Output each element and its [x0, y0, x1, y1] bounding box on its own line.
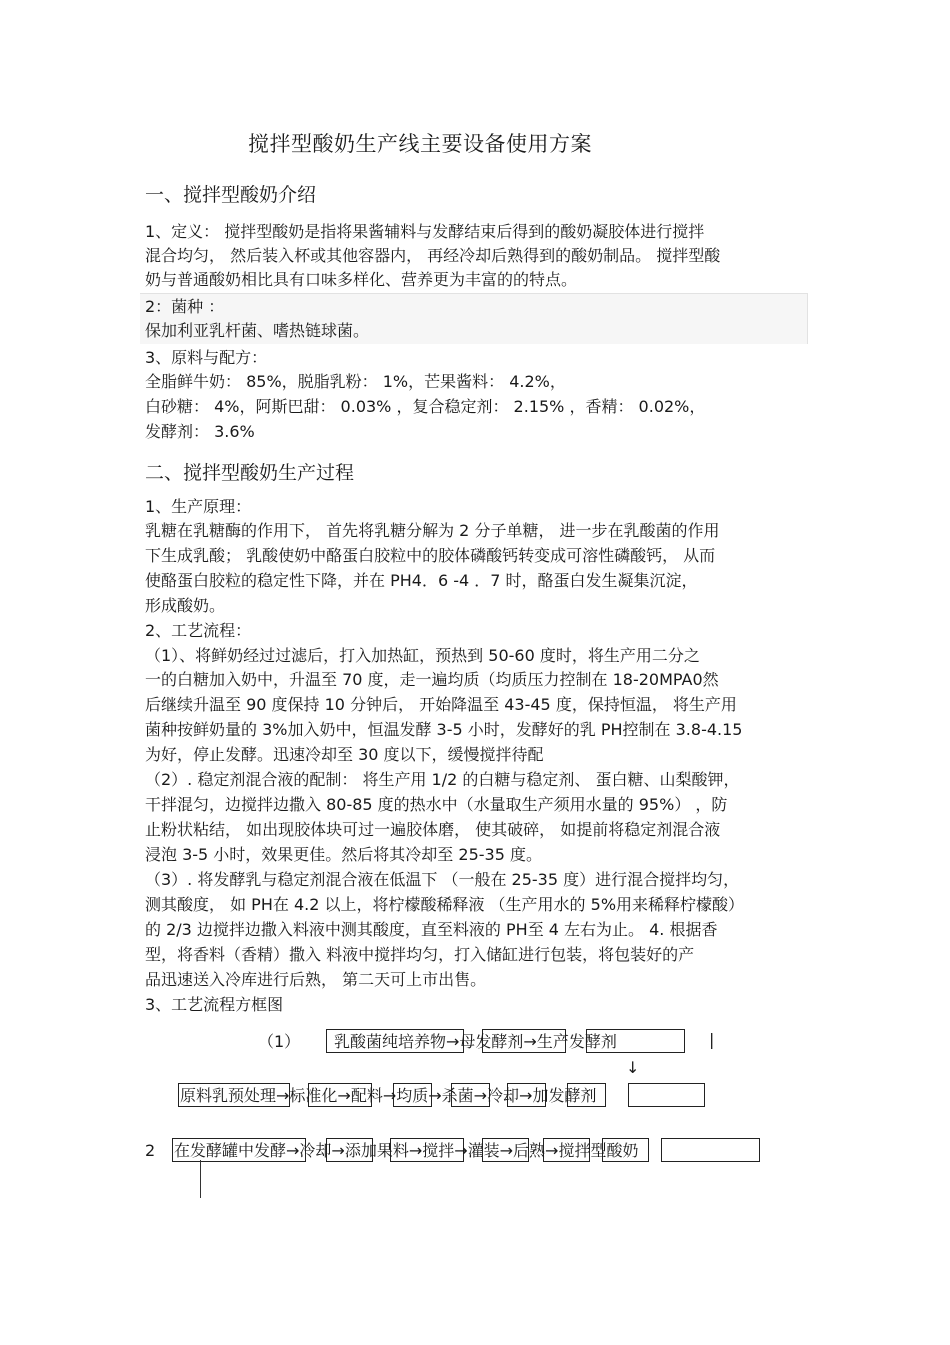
formula-line: 全脂鲜牛奶： 85%，脱脂乳粉： 1%，芒果酱料： 4.2%，	[145, 372, 566, 391]
definition-line: 混合均匀， 然后装入杯或其他容器内， 再经冷却后熟得到的酸奶制品。 搅拌型酸	[145, 246, 721, 265]
flow-row3-text: 在发酵罐中发酵→冷却→添加果料→搅拌→灌装→后熟→搅拌型酸奶	[174, 1141, 639, 1160]
flow-row1-text: 乳酸菌纯培养物→母发酵剂→生产发酵剂	[334, 1032, 617, 1051]
body-line: 后继续升温至 90 度保持 10 分钟后， 开始降温至 43-45 度，保持恒温， 将生产用	[145, 695, 737, 714]
flow-box	[628, 1083, 705, 1107]
flow-row1-mark: |	[709, 1030, 715, 1049]
body-line: （3）. 将发酵乳与稳定剂混合液在低温下 （一般在 25-35 度）进行混合搅拌均匀，	[145, 870, 740, 889]
body-line: 止粉状粘结， 如出现胶体块可过一遍胶体磨， 使其破碎， 如提前将稳定剂混合液	[145, 820, 721, 839]
page-title: 搅拌型酸奶生产线主要设备使用方案	[248, 132, 592, 156]
body-line: 为好，停止发酵。迅速冷却至 30 度以下，缓慢搅拌待配	[145, 745, 544, 764]
flow-connector-line	[200, 1160, 201, 1198]
body-line: 型，将香料（香精）撒入 料液中搅拌均匀，打入储缸进行包装，将包装好的产	[145, 945, 695, 964]
down-arrow-icon: ↓	[626, 1058, 640, 1077]
body-line: （2）. 稳定剂混合液的配制： 将生产用 1/2 的白糖与稳定剂、 蛋白糖、山梨酸钾，	[145, 770, 740, 789]
body-line: 品迅速送入冷库进行后熟， 第二天可上市出售。	[145, 970, 487, 989]
body-line: 使酪蛋白胶粒的稳定性下降，并在 PH4．6 -4 ．7 时，酪蛋白发生凝集沉淀，	[145, 571, 698, 590]
section2-heading: 二、搅拌型酸奶生产过程	[145, 462, 355, 484]
flow-row1-label: （1）	[258, 1032, 301, 1051]
body-line: （1）、将鲜奶经过过滤后，打入加热缸，预热到 50-60 度时，将生产用二分之	[145, 646, 700, 665]
body-line: 浸泡 3-5 小时，效果更佳。然后将其冷却至 25-35 度。	[145, 845, 542, 864]
body-line: 干拌混匀，边搅拌边撒入 80-85 度的热水中（水量取生产须用水量的 95%） ，防	[145, 795, 728, 814]
definition-line: 1、定义： 搅拌型酸奶是指将果酱辅料与发酵结束后得到的酸奶凝胶体进行搅拌	[145, 222, 705, 241]
flow-box	[661, 1138, 760, 1162]
body-line: 2、工艺流程：	[145, 621, 252, 640]
flow-row2-text: 原料乳预处理→标准化→配料→均质→杀菌→冷却→加发酵剂	[180, 1086, 597, 1105]
flowchart-caption: 3、工艺流程方框图	[145, 995, 284, 1014]
strain-line: 保加利亚乳杆菌、嗜热链球菌。	[145, 321, 370, 340]
body-line: 乳糖在乳糖酶的作用下， 首先将乳糖分解为 2 分子单糖， 进一步在乳酸菌的作用	[145, 521, 720, 540]
section1-heading: 一、搅拌型酸奶介绍	[145, 184, 317, 206]
body-line: 菌种按鲜奶量的 3%加入奶中，恒温发酵 3-5 小时，发酵好的乳 PH控制在 3.8-4.15	[145, 720, 743, 739]
body-line: 1、生产原理：	[145, 497, 252, 516]
body-line: 测其酸度， 如 PH在 4.2 以上，将柠檬酸稀释液 （生产用水的 5%用来稀释柠檬酸）	[145, 895, 745, 914]
formula-line: 发酵剂： 3.6%	[145, 422, 255, 441]
body-line: 形成酸奶。	[145, 596, 226, 615]
definition-line: 奶与普通酸奶相比具有口味多样化、营养更为丰富的的特点。	[145, 270, 578, 289]
formula-line: 白砂糖： 4%，阿斯巴甜： 0.03% ，复合稳定剂： 2.15% ，香精： 0.02%，	[145, 397, 706, 416]
body-line: 一的白糖加入奶中，升温至 70 度，走一遍均质（均质压力控制在 18-20MPA0然	[145, 670, 719, 689]
body-line: 下生成乳酸； 乳酸使奶中酪蛋白胶粒中的胶体磷酸钙转变成可溶性磷酸钙， 从而	[145, 546, 716, 565]
flow-row3-label: 2	[145, 1141, 156, 1160]
formula-line: 3、原料与配方：	[145, 348, 268, 367]
body-line: 的 2/3 边搅拌边撒入料液中测其酸度，直至料液的 PH至 4 左右为止。 4. 根据香	[145, 920, 718, 939]
strain-line: 2：菌种 ：	[145, 297, 225, 316]
